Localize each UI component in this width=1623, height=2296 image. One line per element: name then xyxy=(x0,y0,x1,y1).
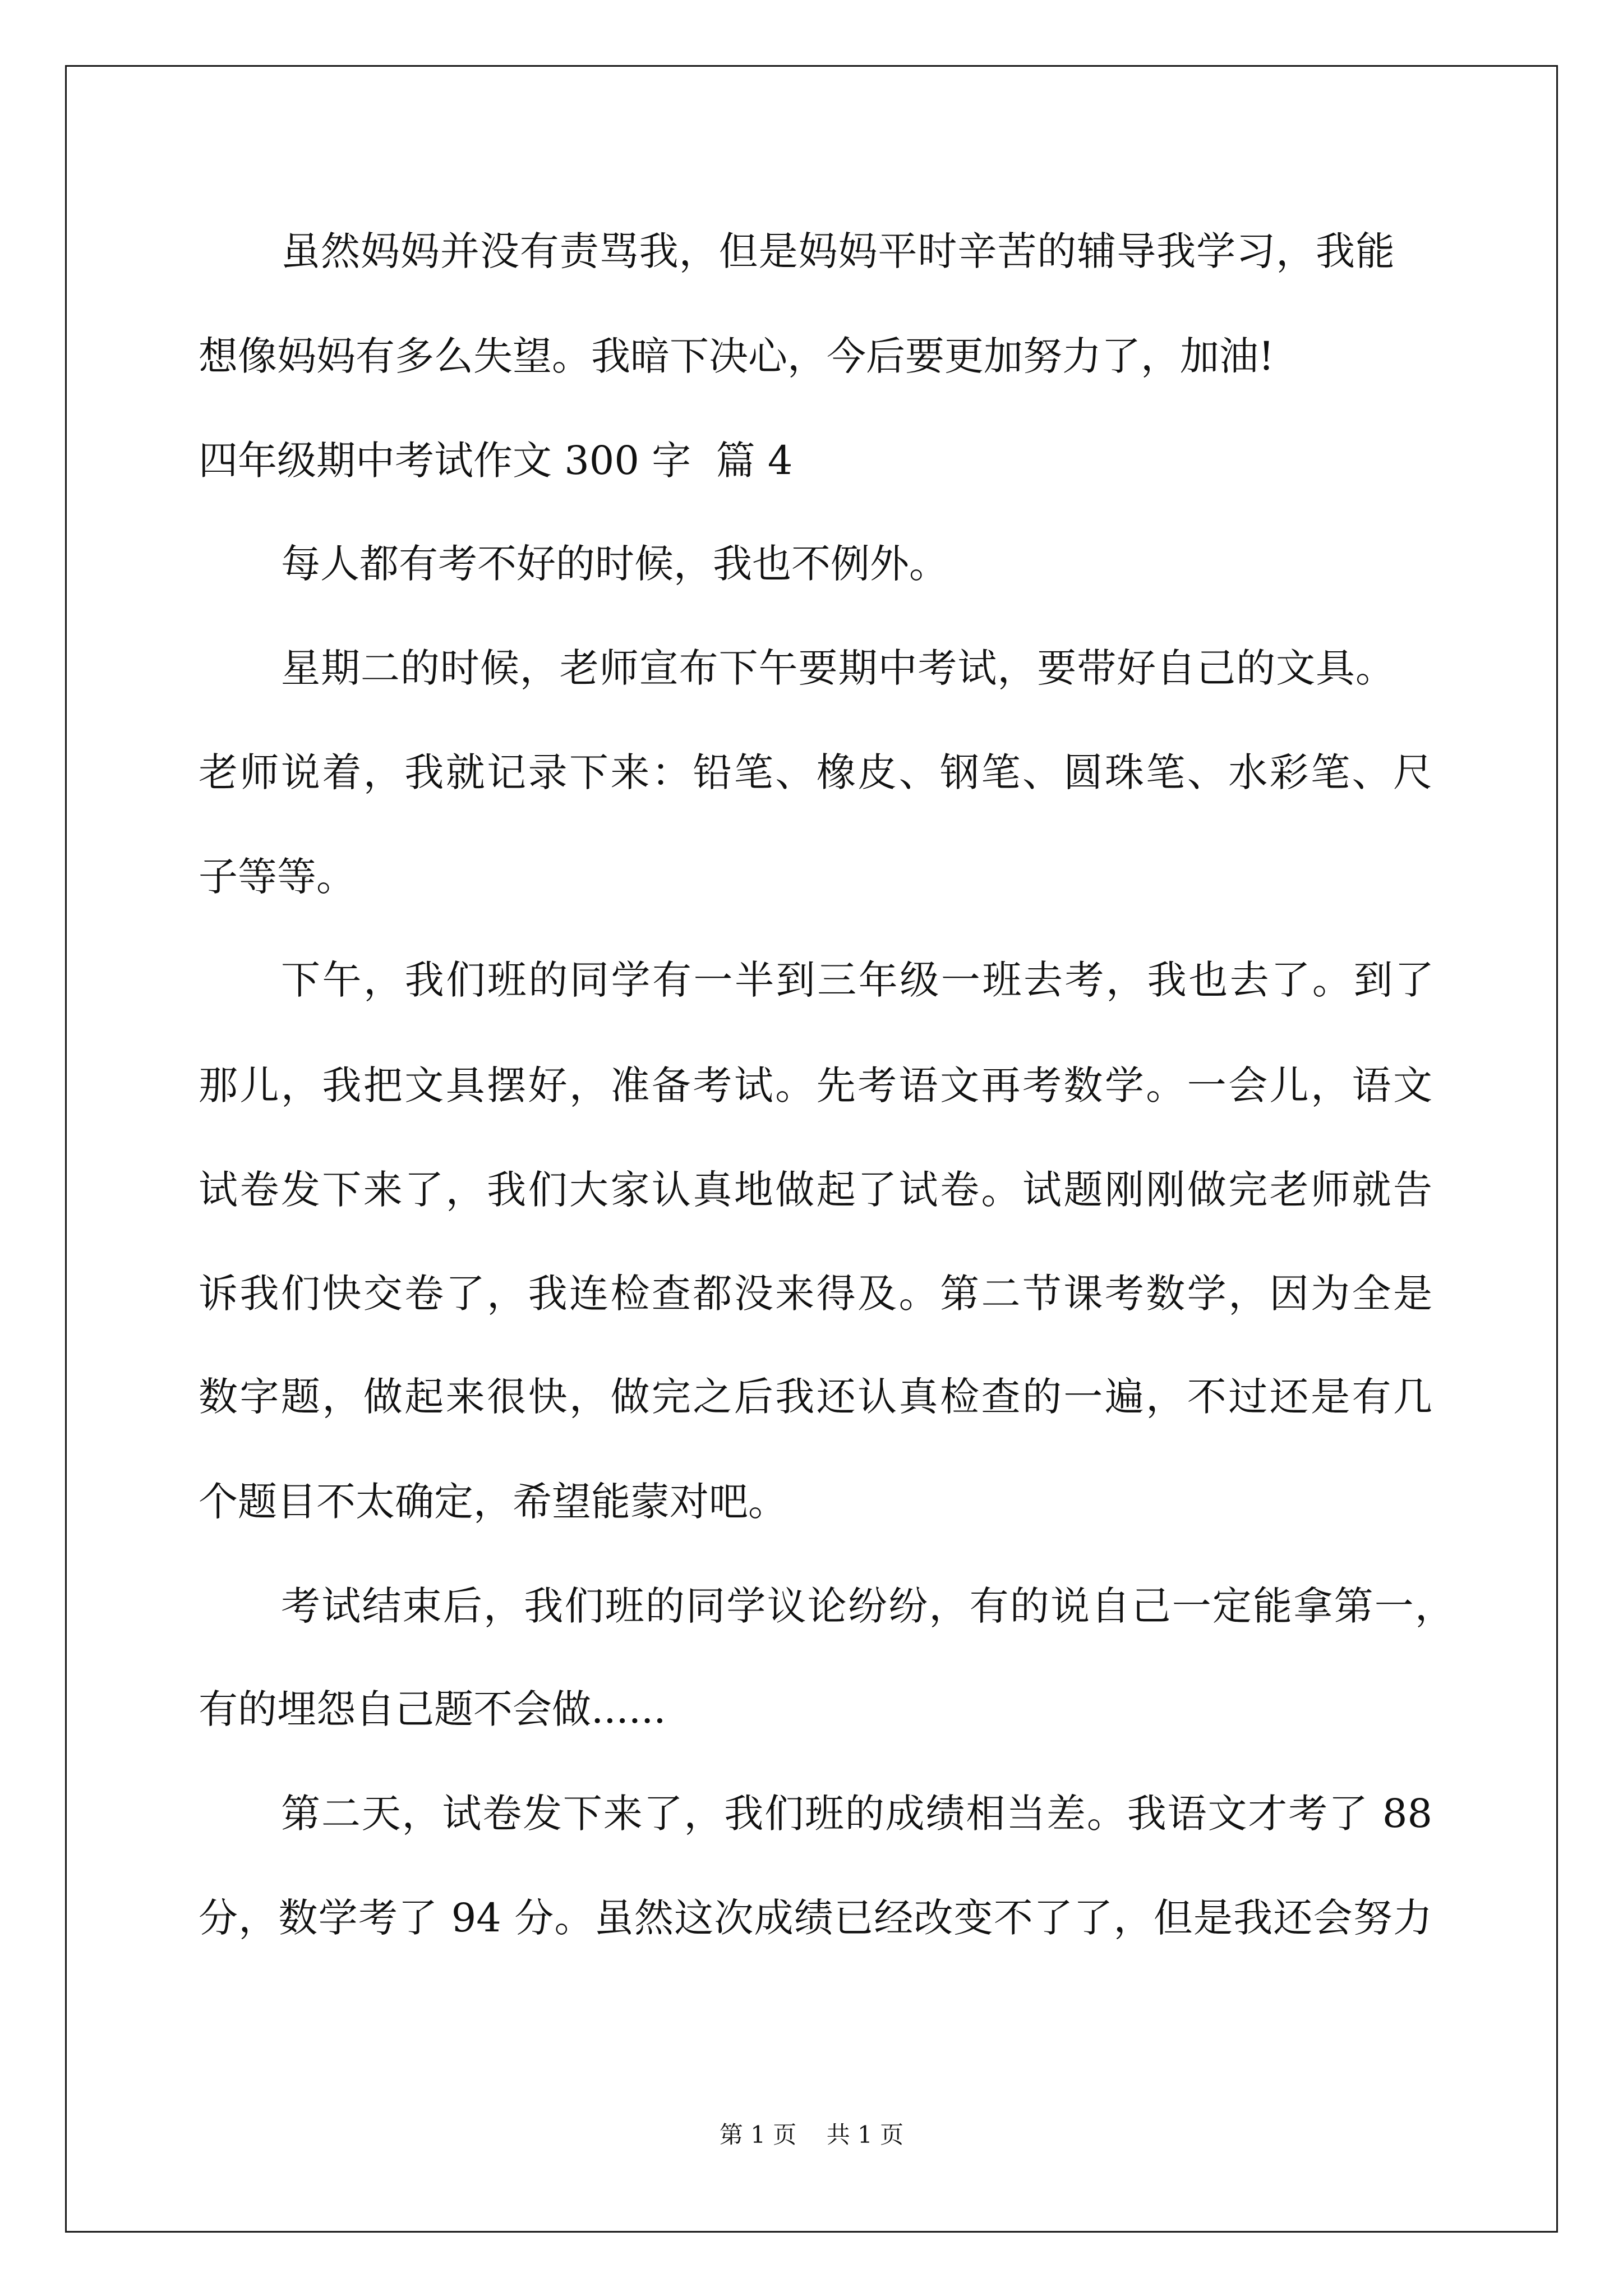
text-line: 个题目不太确定，希望能蒙对吧。 xyxy=(199,1479,787,1525)
text-line: 考试结束后，我们班的同学议论纷纷，有的说自己一定能拿第一， xyxy=(281,1583,1454,1629)
text-line: 想像妈妈有多么失望。我暗下决心，今后要更加努力了，加油! xyxy=(199,333,1275,379)
text-line: 数字题，做起来很快，做完之后我还认真检查的一遍，不过还是有几 xyxy=(199,1374,1432,1420)
text-line: 分，数学考了 94 分。虽然这次成绩已经改变不了了，但是我还会努力 xyxy=(199,1895,1432,1941)
page-footer: 第 1 页 共 1 页 xyxy=(719,2121,904,2148)
text-line: 虽然妈妈并没有责骂我，但是妈妈平时辛苦的辅导我学习，我能 xyxy=(281,228,1395,274)
section-heading: 四年级期中考试作文 300 字 篇 4 xyxy=(199,438,793,484)
text-line: 老师说着，我就记录下来：铅笔、橡皮、钢笔、圆珠笔、水彩笔、尺 xyxy=(199,749,1432,795)
text-line: 试卷发下来了，我们大家认真地做起了试卷。试题刚刚做完老师就告 xyxy=(199,1167,1432,1213)
text-line: 星期二的时候，老师宣布下午要期中考试，要带好自己的文具。 xyxy=(281,645,1395,691)
text-line: 每人都有考不好的时候，我也不例外。 xyxy=(281,541,948,587)
text-line: 有的埋怨自己题不会做...... xyxy=(199,1686,666,1732)
text-line: 第二天，试卷发下来了，我们班的成绩相当差。我语文才考了 88 xyxy=(281,1791,1432,1837)
text-line: 子等等。 xyxy=(199,854,356,900)
text-line: 诉我们快交卷了，我连检查都没来得及。第二节课考数学，因为全是 xyxy=(199,1271,1432,1317)
text-line: 下午，我们班的同学有一半到三年级一班去考，我也去了。到了 xyxy=(281,957,1434,1003)
text-line: 那儿，我把文具摆好，准备考试。先考语文再考数学。一会儿，语文 xyxy=(199,1062,1432,1108)
